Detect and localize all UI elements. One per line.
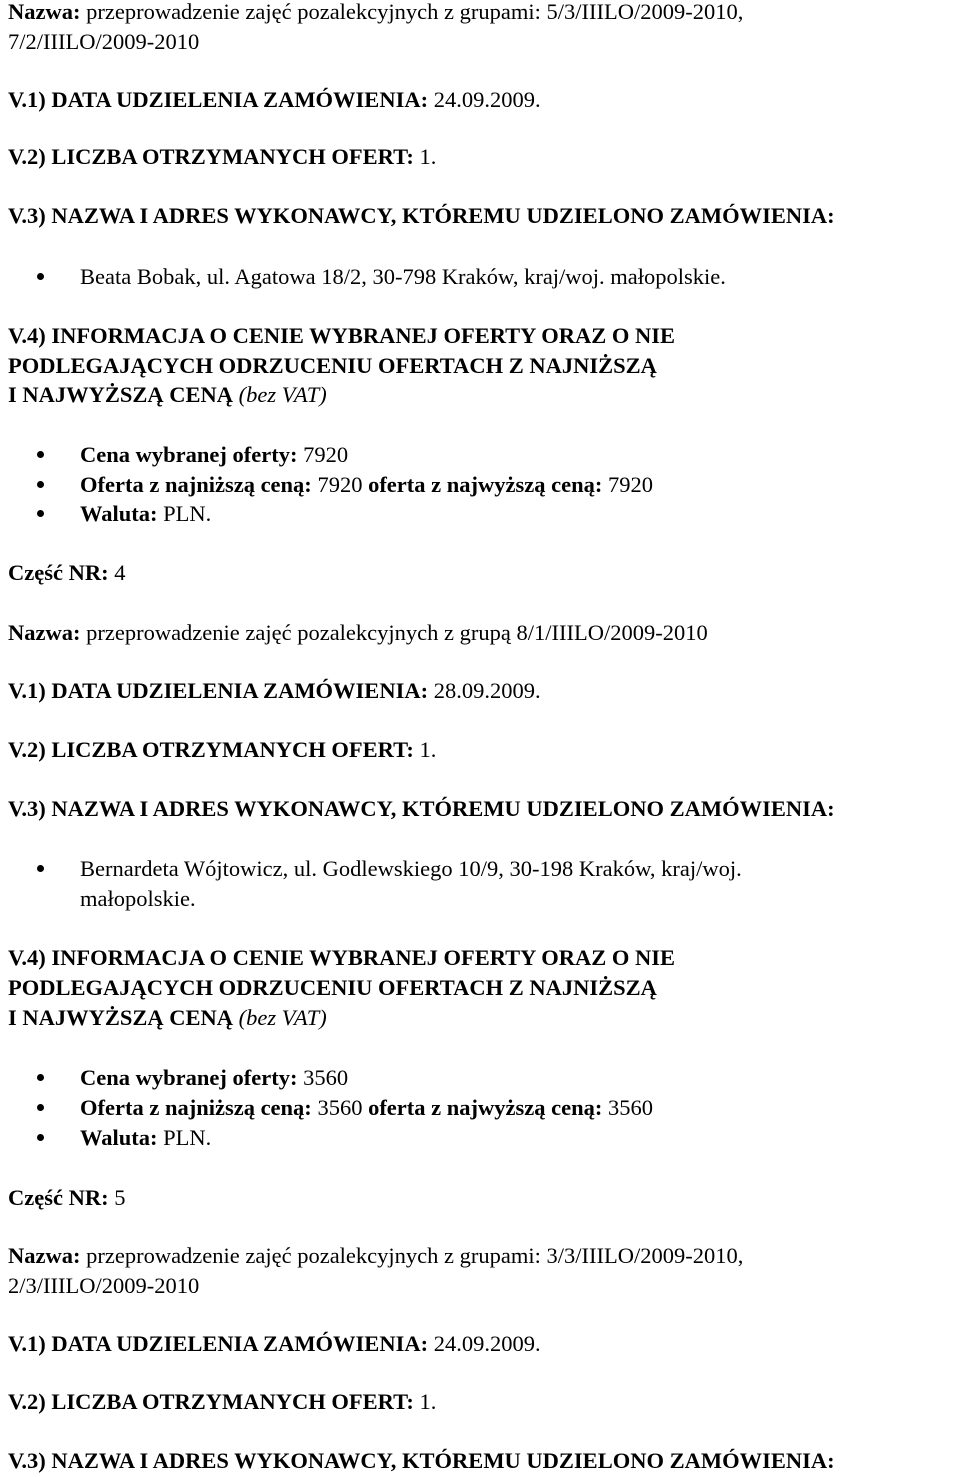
award-date-line xyxy=(8,677,541,705)
bullet-icon xyxy=(37,865,44,872)
order-name-value: przeprowadzenie zajęć pozalekcyjnych z grupami: 3/3/IIILO/2009-2010, xyxy=(86,1243,744,1268)
contractor-address: Bernardeta Wójtowicz, ul. Godlewskiego 10/9, 30-198 Kraków, kraj/woj. xyxy=(80,856,742,881)
order-name-line xyxy=(8,619,708,647)
selected-offer-price-value: 7920 xyxy=(303,442,349,467)
bullet-icon xyxy=(37,1134,44,1141)
highest-offer-value: 3560 xyxy=(607,1095,653,1120)
order-name-label: Nazwa: xyxy=(8,620,81,645)
selected-offer-price-line xyxy=(80,1064,348,1092)
award-date-value: 24.09.2009. xyxy=(433,87,541,112)
award-date-label: V.1) DATA UDZIELENIA ZAMÓWIENIA: xyxy=(8,87,429,112)
price-info-heading-line-3 xyxy=(8,1004,327,1032)
offers-count-line xyxy=(8,143,436,171)
order-name-label: Nazwa: xyxy=(8,1243,81,1268)
lowest-offer-value: 7920 xyxy=(317,472,363,497)
vat-note: (bez VAT) xyxy=(238,382,327,407)
currency-value: PLN. xyxy=(163,1125,212,1150)
order-name-line xyxy=(8,0,743,26)
part-number-label: Część NR: xyxy=(8,1185,109,1210)
offers-count-value: 1. xyxy=(419,737,437,762)
part-number-value: 4 xyxy=(114,560,126,585)
offers-count-value: 1. xyxy=(419,1389,437,1414)
offers-count-line xyxy=(8,1388,436,1416)
currency-label: Waluta: xyxy=(80,501,158,526)
bullet-icon xyxy=(37,1104,44,1111)
award-date-label: V.1) DATA UDZIELENIA ZAMÓWIENIA: xyxy=(8,678,429,703)
award-date-value: 28.09.2009. xyxy=(433,678,541,703)
part-number-value: 5 xyxy=(114,1185,126,1210)
price-info-heading-text: I NAJWYŻSZĄ CENĄ xyxy=(8,1005,234,1030)
bullet-icon xyxy=(37,510,44,517)
order-name-line xyxy=(8,1242,743,1270)
price-info-heading-line-1: V.4) INFORMACJA O CENIE WYBRANEJ OFERTY ORAZ O NIE xyxy=(8,323,675,348)
selected-offer-price-label: Cena wybranej oferty: xyxy=(80,442,298,467)
order-name-label: Nazwa: xyxy=(8,0,81,24)
min-max-offer-line xyxy=(80,471,653,499)
lowest-offer-label: Oferta z najniższą ceną: xyxy=(80,472,312,497)
selected-offer-price-value: 3560 xyxy=(303,1065,349,1090)
lowest-offer-label: Oferta z najniższą ceną: xyxy=(80,1095,312,1120)
price-info-heading-line-2: PODLEGAJĄCYCH ODRZUCENIU OFERTACH Z NAJNIŻSZĄ xyxy=(8,353,657,378)
price-info-heading-line-3 xyxy=(8,381,327,409)
award-date-line xyxy=(8,1330,541,1358)
offers-count-label: V.2) LICZBA OTRZYMANYCH OFERT: xyxy=(8,1389,414,1414)
order-name-continuation: 2/3/IIILO/2009-2010 xyxy=(8,1273,200,1298)
part-number-line xyxy=(8,559,125,587)
part-number-line xyxy=(8,1184,125,1212)
part-number-label: Część NR: xyxy=(8,560,109,585)
selected-offer-price-label: Cena wybranej oferty: xyxy=(80,1065,298,1090)
offers-count-label: V.2) LICZBA OTRZYMANYCH OFERT: xyxy=(8,144,414,169)
order-name-value: przeprowadzenie zajęć pozalekcyjnych z grupami: 5/3/IIILO/2009-2010, xyxy=(86,0,744,24)
contractor-address: Beata Bobak, ul. Agatowa 18/2, 30-798 Kraków, kraj/woj. małopolskie. xyxy=(80,264,726,289)
currency-label: Waluta: xyxy=(80,1125,158,1150)
lowest-offer-value: 3560 xyxy=(317,1095,363,1120)
contractor-heading: V.3) NAZWA I ADRES WYKONAWCY, KTÓREMU UDZIELONO ZAMÓWIENIA: xyxy=(8,796,835,821)
price-info-heading-text: I NAJWYŻSZĄ CENĄ xyxy=(8,382,234,407)
order-name-continuation: 7/2/IIILO/2009-2010 xyxy=(8,29,200,54)
award-date-label: V.1) DATA UDZIELENIA ZAMÓWIENIA: xyxy=(8,1331,429,1356)
award-date-line xyxy=(8,86,541,114)
offers-count-line xyxy=(8,736,436,764)
min-max-offer-line xyxy=(80,1094,653,1122)
bullet-icon xyxy=(37,481,44,488)
bullet-icon xyxy=(37,1074,44,1081)
highest-offer-label: oferta z najwyższą ceną: xyxy=(368,472,603,497)
highest-offer-value: 7920 xyxy=(607,472,653,497)
selected-offer-price-line xyxy=(80,441,348,469)
offers-count-label: V.2) LICZBA OTRZYMANYCH OFERT: xyxy=(8,737,414,762)
award-date-value: 24.09.2009. xyxy=(433,1331,541,1356)
price-info-heading-line-2: PODLEGAJĄCYCH ODRZUCENIU OFERTACH Z NAJNIŻSZĄ xyxy=(8,975,657,1000)
contractor-heading: V.3) NAZWA I ADRES WYKONAWCY, KTÓREMU UDZIELONO ZAMÓWIENIA: xyxy=(8,1448,835,1473)
contractor-heading: V.3) NAZWA I ADRES WYKONAWCY, KTÓREMU UDZIELONO ZAMÓWIENIA: xyxy=(8,203,835,228)
currency-value: PLN. xyxy=(163,501,212,526)
order-name-value: przeprowadzenie zajęć pozalekcyjnych z grupą 8/1/IIILO/2009-2010 xyxy=(86,620,708,645)
vat-note: (bez VAT) xyxy=(238,1005,327,1030)
offers-count-value: 1. xyxy=(419,144,437,169)
price-info-heading-line-1: V.4) INFORMACJA O CENIE WYBRANEJ OFERTY ORAZ O NIE xyxy=(8,945,675,970)
bullet-icon xyxy=(37,273,44,280)
bullet-icon xyxy=(37,451,44,458)
highest-offer-label: oferta z najwyższą ceną: xyxy=(368,1095,603,1120)
currency-line xyxy=(80,1124,211,1152)
currency-line xyxy=(80,500,211,528)
contractor-address-continuation: małopolskie. xyxy=(80,886,196,911)
